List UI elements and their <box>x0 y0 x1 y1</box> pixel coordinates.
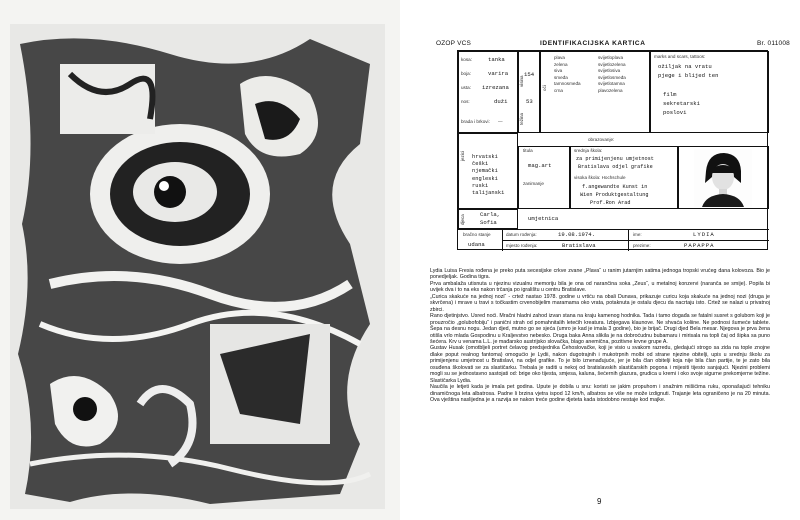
language: ruski <box>472 182 489 189</box>
eye-color: svijetlosiva <box>598 68 621 74</box>
paragraph: Gustav Husak (omotbljeli portret čelavog predsjednika Čehoslovačke, koji je visio u svakom razredu, gledajući strogo sa zida na tople znojne dlake poput realnog fantoma) omogućio je Lydii, nakon dugotrajnih i mukotrpnih molbi od strane njezine obitelji, upis u srednju školu za primijenjenu umjetnost u Bratislavi, na odjel grafike. To je bilo iznenađujuće, jer je bila član obitelji koja nije bila član partije, te je zato bila osuđena školovati se za slastičarku. Trebala je raditi u nekoj od bratislavskih slastičarskih pogona i mijesiti tijesto sanjajući. Njezini problemi mogli su se jednostavno sastojati od: brige oko tijesta, smjesa, kaluna, šećernih glazura, grudica u kremi i oko svoje sigurne prekomjerne težine. Slastičarka Lydia. <box>430 345 770 384</box>
trait-value: tanka <box>488 56 505 63</box>
language: talijanski <box>472 190 505 197</box>
eye-color: plavozelena <box>598 87 623 93</box>
eye-color: crna <box>554 87 563 93</box>
trait-label: usta: <box>461 85 471 90</box>
page-number: 9 <box>597 497 602 506</box>
visoka-value: f.angewandte Kunst in <box>582 184 648 190</box>
paragraph: Prva ambalaža utisnuta u njezinu vizualnu memoriju bila je ona od narančina soka „Zeus“, u metalnoj konzervi (naranča se smije). Popila bi uvijek dva i to na eks nakon trčanja po igralištu u centru Bratislave. <box>430 280 770 294</box>
titula-block <box>518 146 570 209</box>
eye-color: tamnosmeđa <box>554 81 581 87</box>
marks-value: ožiljak na vratu <box>658 63 712 70</box>
marks-label: marks and scars, tattoos: <box>654 54 706 59</box>
visoka-label: visoka škola: Hochschule <box>574 175 626 180</box>
right-page <box>400 0 800 520</box>
weight-value: 53 <box>526 98 533 105</box>
height-value: 154 <box>524 71 535 78</box>
language: češki <box>472 161 489 168</box>
zanimanje-label: zanimanje <box>523 181 544 186</box>
eye-color: svijetloplava <box>598 55 624 60</box>
language: hrvatski <box>472 154 498 160</box>
languages-list <box>472 154 504 197</box>
divider <box>458 229 769 230</box>
paragraph: Rano djetinjstvo. Usred noći. Mračni hladni zahod izvan stana na kraju kamenog hodnika. Tada i tamo događa se fatalni susret s golubom koji je prouzročio „golubofobiju“ i panični strah od pomahnitalih letećih kreatura. Izbjegava klaunove. Ne shvaća koliine. Ne podnosi šumeće tablete. Šepa na desnu nogu. Jedan djed, mutno go se sjeća (umro je kad je imala 3 godine), bio je brijač. Drugi djed Bela mesar. Njegova je prva žena otišla vrlo mlada Gospodinu u Kraljevstvo nebesko. Druga baka Anna slikila je na dobroćudnu bubamaru i mirisala na topli čaj od šipka sa puno šećera. Krv u venama L.L. je mađarsko austrijsko slovačka, blago anemična, pozitivne krvne grupe A. <box>430 313 770 345</box>
eyes-label: oči <box>542 85 547 91</box>
eye-colors-list-2 <box>598 55 626 95</box>
card-number: Br. 011008 <box>757 40 790 47</box>
language: engleski <box>472 175 498 182</box>
dob-label: datum rođenja: <box>506 232 537 237</box>
sredn-value: za primijenjenu umjetnost <box>576 156 654 162</box>
film-value: sekretarski <box>663 100 700 107</box>
mjesto-label: mjesto rođenja: <box>506 243 538 248</box>
djeca-value: Sofia <box>480 219 497 226</box>
brak-label: bračno stanje <box>463 232 491 237</box>
ink-artwork <box>10 24 385 509</box>
weight-label: težina <box>519 112 524 125</box>
eye-color: plava <box>554 55 565 60</box>
eye-color: siva <box>554 68 563 74</box>
eye-color: svijetlozelena <box>598 61 626 67</box>
film-value: poslovi <box>663 109 687 116</box>
prezime-label: prezime: <box>633 243 651 248</box>
paragraph: Naučila je letjeti kada je imala pet godina. Upute je dobila u snu: koristi se jakim propuhom i snažnim mišićima ruku, oponašajući tehniku dinamičnoga leta albatrosa. Padne li brzina vjetra ispod 12 km/h, albatros se više ne može izdignuti. Trajanje leta ograničeno je na 20 minuta. Ova vještina naslijedna je a razvija se nakon treće godine djeteta kada istodobno nestaje kod majke. <box>430 384 770 404</box>
sredn-value: Bratislava odjel grafike <box>578 164 653 170</box>
card-title: IDENTIFIKACIJSKA KARTICA <box>540 40 646 47</box>
eye-color: svijetlosmeđa <box>598 74 626 80</box>
height-label: visina <box>519 75 524 87</box>
language: njemački <box>472 168 498 175</box>
divider <box>502 240 769 241</box>
paragraph: Lydia Luisa Fresia rođena je preko puta secesijske crkve zvane „Plava“ u ranim jutarnjim satima jednoga tropski vrućeg dana kolovoza. Bio je ponedjeljak. Godina tigra. <box>430 268 770 281</box>
trait-label: boja: <box>461 71 471 76</box>
trait-value: varira <box>488 70 509 77</box>
obrazovanje-label: obrazovanje: <box>588 137 615 142</box>
dob-value: 19.08.1974. <box>558 231 595 238</box>
zanimanje-value: umjetnica <box>528 215 559 222</box>
titula-value: mag.art <box>528 162 552 169</box>
djeca-value: Carla, <box>480 211 501 218</box>
prezime-value: PAPAPPA <box>684 242 715 249</box>
film-value: film <box>663 91 677 98</box>
visoka-value: Prof.Ron Arad <box>590 200 631 206</box>
ime-value: LYDIA <box>693 231 715 238</box>
biography-text <box>430 268 770 404</box>
eye-color: svijetlotamna <box>598 81 625 87</box>
sredn-label: srednja škola: <box>574 148 603 153</box>
visoka-value: Wien Produktgestaltung <box>580 192 649 198</box>
header-left: OZOP VCS <box>436 40 472 47</box>
portrait-photo <box>694 149 752 207</box>
trait-value: — <box>498 119 503 124</box>
marks-value: pjege i blijed ten <box>658 72 719 79</box>
trait-label: nos: <box>461 99 470 104</box>
trait-label: kosa: <box>461 57 472 62</box>
eye-color: zelena <box>554 61 568 67</box>
ime-label: ime: <box>633 232 642 237</box>
mjesto-value: Bratislava <box>562 242 596 249</box>
brak-value: udana <box>468 241 485 248</box>
djeca-label: djeca <box>460 214 465 225</box>
titula-label: titula <box>523 148 533 153</box>
trait-value: izrezana <box>482 84 509 91</box>
identification-card <box>457 50 768 250</box>
eye-color: smeđa <box>554 74 568 80</box>
trait-value: duži <box>494 98 508 105</box>
languages-label: jezici <box>460 150 465 161</box>
eye-colors-list <box>554 55 581 95</box>
trait-label: brada i brkovi: <box>461 119 490 124</box>
paragraph: „Curica skakuće na jednoj nozi“ - crtež nastao 1978. godine u vrtiću na obali Dunava, prikazuje curicu koja skakuće na jednoj nozi (druga je skvrčena) i mrave u travi s točkastim crvenobijelim maramama oko vrata, potaknuta je ostalu djecu da nacrtaju isto. Crtež se nalazi u privatnoj zbirci. <box>430 293 770 313</box>
